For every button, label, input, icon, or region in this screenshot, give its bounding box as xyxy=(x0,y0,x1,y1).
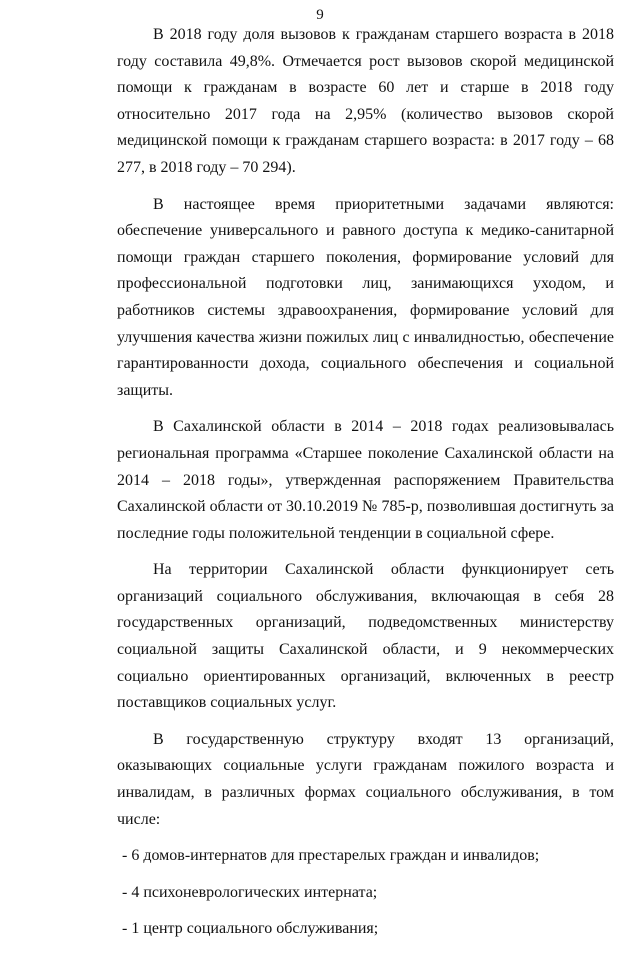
list-item-nursing-homes: - 6 домов-интернатов для престарелых граждан и инвалидов; xyxy=(122,847,540,865)
document-body xyxy=(117,22,614,953)
paragraph-emergency-calls: В 2018 году доля вызовов к гражданам старшего возраста в 2018 году составила 49,8%. Отмечается рост вызовов скорой медицинской помощи к гражданам в возрасте 60 лет и старше в 2018 году относительно 2017 года на 2,95% (количество вызовов скорой медицинской помощи к гражданам старшего возраста: в 2017 году – 68 277, в 2018 году – 70 294). xyxy=(117,26,614,176)
list-item-service-center: - 1 центр социального обслуживания; xyxy=(122,920,379,938)
page-number: 9 xyxy=(316,7,324,23)
paragraph-organizations-network: На территории Сахалинской области функционирует сеть организаций социального обслуживания, включающая в себя 28 государственных организаций, подведомственных министерству социальной защиты Сахалинской области, и 9 некоммерческих социально ориентированных организаций, включенных в реестр поставщиков социальных услуг. xyxy=(117,561,614,712)
paragraph-priority-tasks: В настоящее время приоритетными задачами являются: обеспечение универсального и равного доступа к медико-санитарной помощи граждан старшего поколения, формирование условий для профессиональной подготовки лиц, занимающихся уходом, и работников системы здравоохранения, формирование условий для улучшения качества жизни пожилых лиц с инвалидностью, обеспечение гарантированности дохода, социального обеспечения и социальной защиты. xyxy=(117,195,614,399)
paragraph-state-structure: В государственную структуру входят 13 организаций, оказывающих социальные услуги гражданам пожилого возраста и инвалидам, в различных формах социального обслуживания, в том числе: xyxy=(117,730,614,828)
paragraph-regional-program: В Сахалинской области в 2014 – 2018 годах реализовывалась региональная программа «Старшее поколение Сахалинской области на 2014 – 2018 годы», утвержденная распоряжением Правительства Сахалинской области от 30.10.2019 № 785-р, позволившая достигнуть за последние годы положительной тенденции в социальной сфере. xyxy=(117,418,614,542)
list-item-psychoneurological: - 4 психоневрологических интерната; xyxy=(122,883,378,901)
